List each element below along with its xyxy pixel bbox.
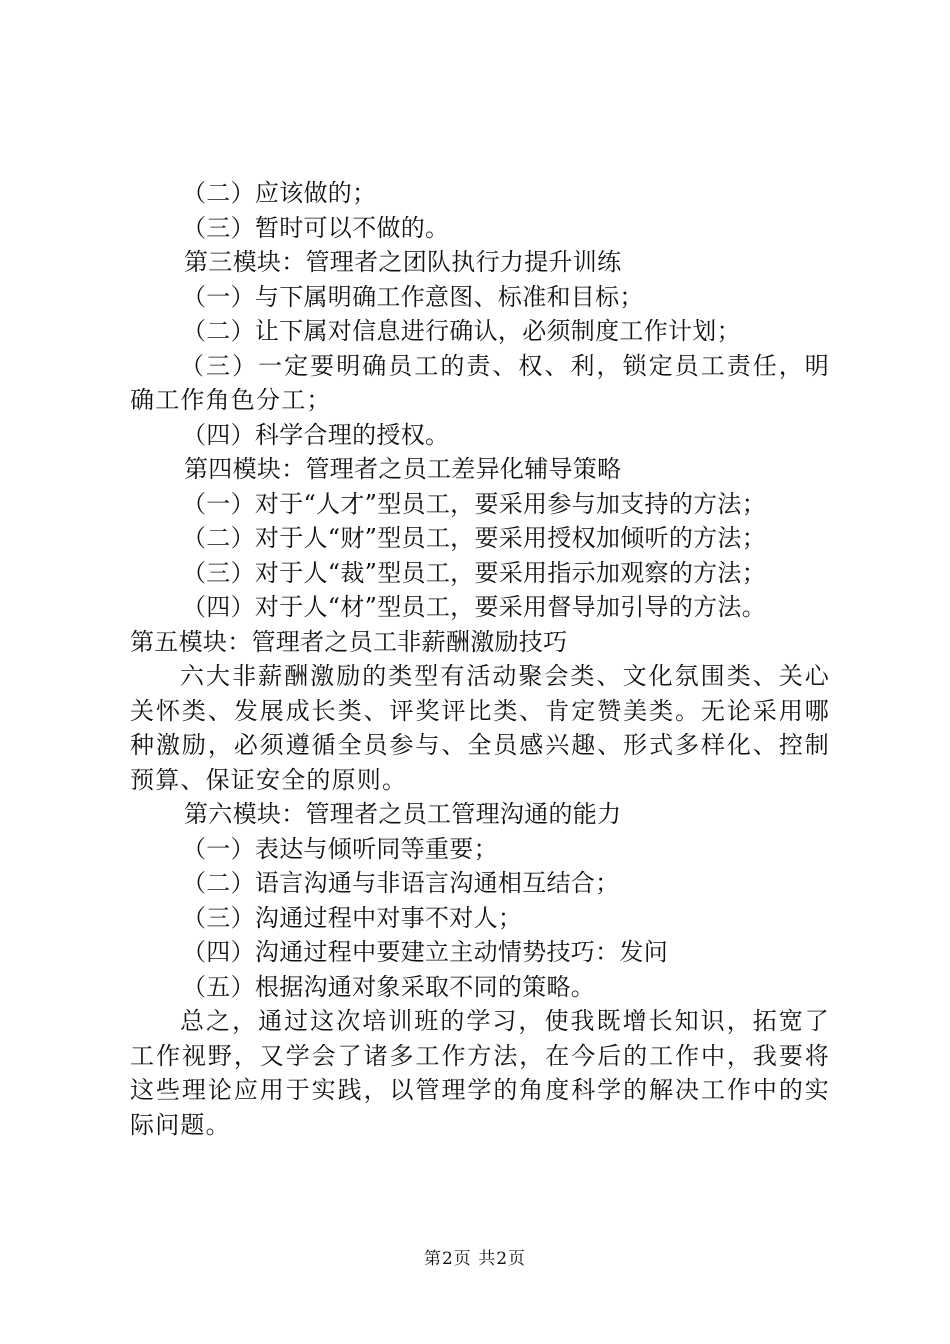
list-item: （三）沟通过程中对事不对人；: [182, 903, 523, 932]
list-item: （一）与下属明确工作意图、标准和目标；: [182, 282, 644, 311]
section-heading: 第六模块：管理者之员工管理沟通的能力: [184, 800, 622, 828]
list-item: （二）对于人“财”型员工，要采用授权加倾听的方法；: [182, 524, 767, 552]
list-item: （三）对于人“裁”型员工，要采用指示加观察的方法；: [182, 558, 767, 587]
list-item: （三）一定要明确员工的责、权、利，锁定员工责任，明确工作角色分工；: [130, 351, 830, 414]
section-heading: 第五模块：管理者之员工非薪酬激励技巧: [130, 627, 568, 656]
paragraph: 六大非薪酬激励的类型有活动聚会类、文化氛围类、关心关怀类、发展成长类、评奖评比类、肯定赞美类。无论采用哪种激励，必须遵循全员参与、全员感兴趣、形式多样化、控制预算、保证安全的原则。: [130, 662, 830, 794]
list-item: （三）暂时可以不做的。: [182, 213, 450, 242]
list-item: （四）沟通过程中要建立主动情势技巧：发问: [182, 938, 668, 966]
section-heading: 第四模块：管理者之员工差异化辅导策略: [184, 455, 622, 483]
document-body: [130, 176, 830, 1142]
list-item: （一）表达与倾听同等重要；: [182, 834, 498, 863]
list-item: （五）根据沟通对象采取不同的策略。: [182, 972, 596, 1001]
list-item: （四）科学合理的授权。: [182, 420, 450, 449]
list-item: （四）对于人“材”型员工，要采用督导加引导的方法。: [182, 593, 767, 621]
page-footer: 第2页 共2页: [423, 1249, 527, 1269]
list-item: （二）让下属对信息进行确认，必须制度工作计划；: [182, 317, 741, 345]
list-item: （二）语言沟通与非语言沟通相互结合；: [182, 869, 620, 897]
section-heading: 第三模块：管理者之团队执行力提升训练: [184, 248, 622, 276]
list-item: （二）应该做的；: [182, 179, 377, 207]
paragraph: 总之，通过这次培训班的学习，使我既增长知识，拓宽了工作视野，又学会了诸多工作方法，在今后的工作中，我要将这些理论应用于实践，以管理学的角度科学的解决工作中的实际问题。: [130, 1007, 830, 1139]
list-item: （一）对于“人才”型员工，要采用参与加支持的方法；: [182, 489, 767, 518]
